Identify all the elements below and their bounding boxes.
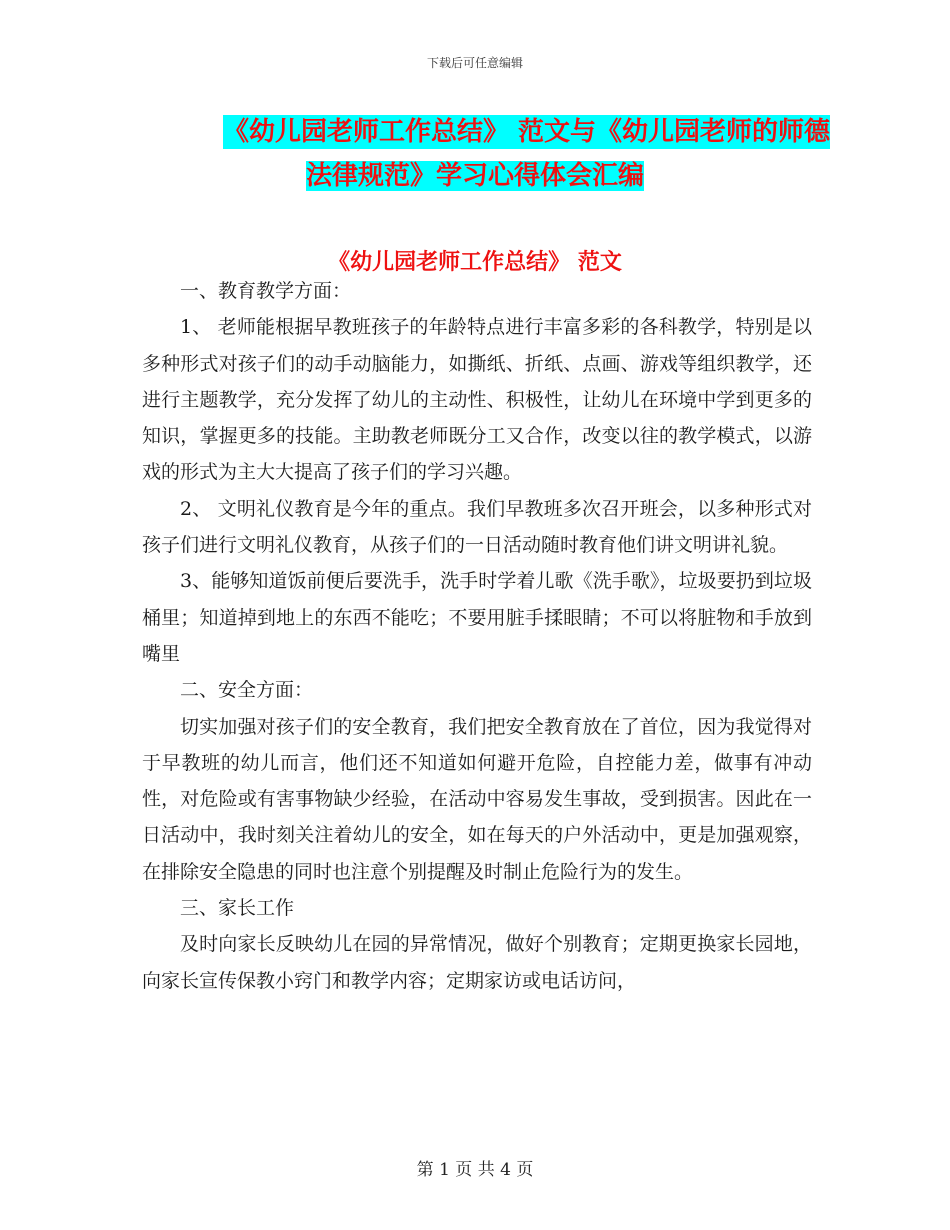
paragraph-safety: 切实加强对孩子们的安全教育，我们把安全教育放在了首位，因为我觉得对于早教班的幼儿而言，他们还不知道如何避开危险，自控能力差，做事有冲动性，对危险或有害事物缺少经验，在活动中容易发生事故，受到损害。因此在一日活动中，我时刻关注着幼儿的安全，如在每天的户外活动中，更是加强观察，在排除安全隐患的同时也注意个别提醒及时制止危险行为的发生。 [142, 715, 812, 883]
paragraph-parents: 及时向家长反映幼儿在园的异常情况，做好个别教育；定期更换家长园地，向家长宣传保教小窍门和教学内容；定期家访或电话访问， [142, 933, 812, 992]
document-title [120, 110, 830, 198]
section-title: 《幼儿园老师工作总结》 范文 [328, 250, 622, 275]
paragraph-2: 2、 文明礼仪教育是今年的重点。我们早教班多次召开班会，以多种形式对孩子们进行文明礼仪教育，从孩子们的一日活动随时教育他们讲文明讲礼貌。 [142, 497, 812, 557]
header-note: 下载后可任意编辑 [426, 56, 523, 70]
heading-safety: 二、安全方面： [180, 679, 314, 702]
page-footer: 第 1 页 共 4 页 [416, 1160, 534, 1180]
heading-teaching: 一、教育教学方面： [180, 280, 352, 302]
title-line-1: 《幼儿园老师工作总结》 范文与《幼儿园老师的师德 [222, 117, 830, 147]
title-line-2: 法律规范》学习心得体会汇编 [306, 161, 645, 191]
body-text [142, 273, 812, 999]
paragraph-3: 3、能够知道饭前便后要洗手，洗手时学着儿歌《洗手歌》，垃圾要扔到垃圾桶里；知道掉到地上的东西不能吃；不要用脏手揉眼睛；不可以将脏物和手放到嘴里 [142, 570, 812, 665]
heading-parents: 三、家长工作 [180, 897, 295, 920]
paragraph-1: 1、 老师能根据早教班孩子的年龄特点进行丰富多彩的各科教学，特别是以多种形式对孩子们的动手动脑能力，如撕纸、折纸、点画、游戏等组织教学，还进行主题教学，充分发挥了幼儿的主动性、积极性，让幼儿在环境中学到更多的知识，掌握更多的技能。主助教老师既分工又合作，改变以往的教学模式，以游戏的形式为主大大提高了孩子们的学习兴趣。 [142, 316, 812, 484]
